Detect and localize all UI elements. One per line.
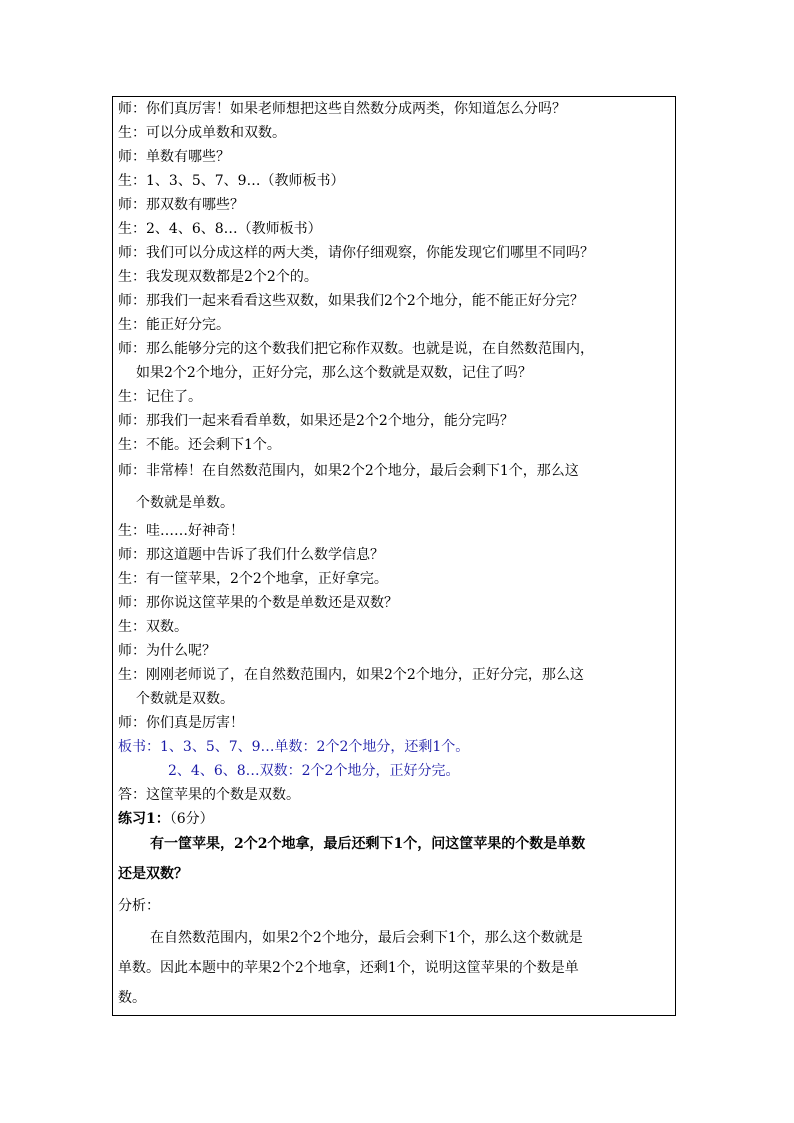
dialog-line: 生：刚刚老师说了，在自然数范围内，如果2个2个地分，正好分完，那么这 — [118, 667, 584, 683]
dialog-line: 师：非常棒！在自然数范围内，如果2个2个地分，最后会剩下1个，那么这 — [118, 463, 579, 479]
dialog-line: 个数就是单数。 — [136, 495, 234, 511]
dialog-line: 生：可以分成单数和双数。 — [118, 125, 286, 141]
analysis-line-2: 单数。因此本题中的苹果2个2个地拿，还剩1个，说明这筐苹果的个数是单 — [118, 960, 579, 976]
dialog-line: 生：有一筐苹果，2个2个地拿，正好拿完。 — [118, 571, 388, 587]
dialog-line: 师：那我们一起来看看这些双数，如果我们2个2个地分，能不能正好分完？ — [118, 293, 584, 309]
dialog-line: 生：2、4、6、8…（教师板书） — [118, 221, 322, 237]
board-writing-line-2: 2、4、6、8…双数：2个2个地分，正好分完。 — [168, 763, 460, 779]
dialog-line: 师：你们真厉害！如果老师想把这些自然数分成两类，你知道怎么分吗？ — [118, 101, 566, 117]
exercise-heading — [118, 810, 214, 828]
board-writing-line-1: 板书：1、3、5、7、9…单数：2个2个地分，还剩1个。 — [118, 739, 470, 755]
analysis-line-3: 数。 — [118, 990, 146, 1006]
dialog-line: 生：哇……好神奇！ — [118, 523, 244, 539]
dialog-line: 生：能正好分完。 — [118, 317, 230, 333]
dialog-line: 生：1、3、5、7、9…（教师板书） — [118, 173, 345, 189]
analysis-label: 分析： — [118, 898, 160, 914]
dialog-line: 生：记住了。 — [118, 389, 202, 405]
dialog-line: 如果2个2个地分，正好分完，那么这个数就是双数，记住了吗？ — [136, 365, 532, 381]
analysis-line-1: 在自然数范围内，如果2个2个地分，最后会剩下1个，那么这个数就是 — [150, 930, 583, 946]
dialog-line: 师：那双数有哪些？ — [118, 197, 244, 213]
exercise-score: （6分） — [169, 811, 214, 827]
exercise-title: 练习1： — [118, 811, 170, 827]
dialog-line: 生：我发现双数都是2个2个的。 — [118, 269, 318, 285]
dialog-line: 师：为什么呢？ — [118, 643, 216, 659]
dialog-line: 生：双数。 — [118, 619, 188, 635]
dialog-line: 师：那你说这筐苹果的个数是单数还是双数？ — [118, 595, 398, 611]
dialog-line: 师：我们可以分成这样的两大类，请你仔细观察，你能发现它们哪里不同吗？ — [118, 245, 594, 261]
exercise-question-line-2: 还是双数？ — [118, 866, 188, 882]
dialog-line: 师：那我们一起来看看单数，如果还是2个2个地分，能分完吗？ — [118, 413, 514, 429]
dialog-line: 师：你们真是厉害！ — [118, 715, 244, 731]
answer-line: 答：这筐苹果的个数是双数。 — [118, 787, 300, 803]
dialog-line: 师：那这道题中告诉了我们什么数学信息？ — [118, 547, 384, 563]
exercise-question-line-1: 有一筐苹果，2个2个地拿，最后还剩下1个，问这筐苹果的个数是单数 — [150, 836, 586, 852]
dialog-line: 个数就是双数。 — [136, 691, 234, 707]
dialog-line: 生：不能。还会剩下1个。 — [118, 437, 281, 453]
dialog-line: 师：单数有哪些？ — [118, 149, 230, 165]
dialog-line: 师：那么能够分完的这个数我们把它称作双数。也就是说，在自然数范围内， — [118, 341, 594, 357]
